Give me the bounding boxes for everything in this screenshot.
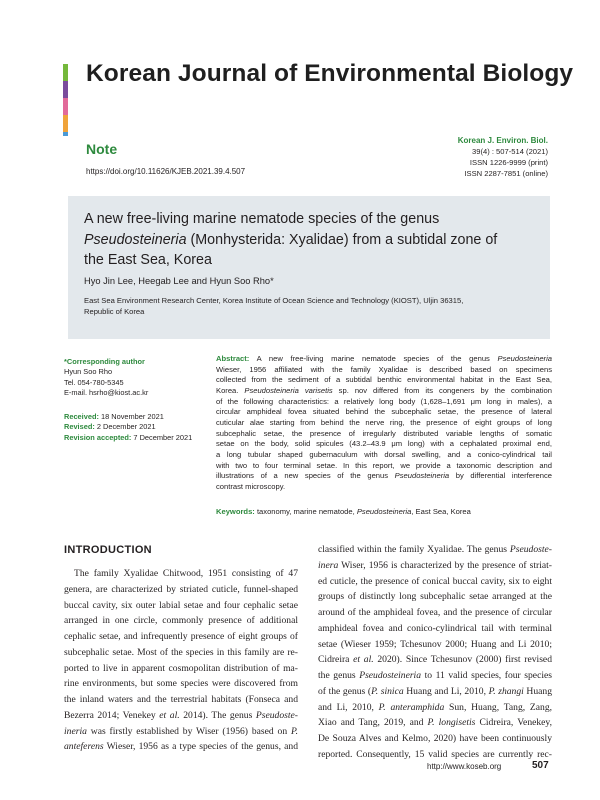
title-line-2 xyxy=(84,230,534,251)
body-text-line xyxy=(64,692,298,708)
keyword-segment: taxonomy, marine nematode, xyxy=(254,507,357,516)
journal-meta xyxy=(458,135,548,179)
body-segment: amphideal fovea and conico-cylindrical tail with terminal xyxy=(318,622,552,634)
abstract-line xyxy=(216,397,552,408)
revised-label: Revised: xyxy=(64,422,95,432)
body-text-line xyxy=(318,558,552,574)
accepted-date xyxy=(64,433,209,443)
body-segment: ed cuticle, the presence of conical buccal cavity, six to eight xyxy=(318,575,552,587)
abstract-body xyxy=(216,354,552,493)
abstract-line xyxy=(216,471,552,482)
abstract-line xyxy=(216,450,552,461)
body-text-line xyxy=(64,566,298,582)
affiliation xyxy=(84,295,524,317)
body-segment: cephalic setae, and infrequently presence of eight groups of xyxy=(64,631,298,642)
body-text-line xyxy=(64,661,298,677)
body-segment: Cidreira, Venekey, xyxy=(475,717,552,729)
body-text-line xyxy=(318,589,552,605)
body-segment: classified within the family Xyalidae. The genus xyxy=(318,544,510,555)
body-segment: of the genus ( xyxy=(318,685,372,697)
keyword-segment: Pseudosteineria xyxy=(356,507,412,516)
keywords-list xyxy=(255,507,471,516)
journal-abbreviation: Korean J. Environ. Biol. xyxy=(457,136,548,145)
body-text-line xyxy=(318,747,552,763)
section-heading-introduction: INTRODUCTION xyxy=(64,544,152,556)
title-line-2-rest: (Monhysterida: Xyalidae) from a subtidal zone of xyxy=(186,231,498,248)
body-segment: the inland waters and the terrestrial habitats (Fonseca and xyxy=(64,694,298,705)
body-segment: P. anteramphida xyxy=(378,701,445,713)
issn-print: ISSN 1226-9999 (print) xyxy=(469,158,548,167)
strip-purple xyxy=(63,81,68,98)
abstract-segment: illustrations of a new species of the genus xyxy=(216,471,395,481)
corresponding-author-tel: Tel. 054-780-5345 xyxy=(64,377,124,387)
revised-value: 2 December 2021 xyxy=(94,422,156,432)
title-genus: Pseudosteineria xyxy=(84,231,187,248)
title-line-3: the East Sea, Korea xyxy=(84,252,212,268)
body-text-line xyxy=(64,724,298,740)
abstract-segment: setae on the body, solid spicules (43.2–43.9 μm long) with a cephalated proximal end, xyxy=(216,439,552,449)
body-segment: 2014). The genus xyxy=(179,709,256,721)
body-segment: subcephalic setae. Most of the species in this family are re- xyxy=(64,646,298,658)
abstract-segment: collected from the sediment of a subtidal benthic environmental habitat in the East Sea, xyxy=(216,375,552,385)
abstract-segment: Wieser, 1956 affiliated with the family Xyalidae is described based on specimens xyxy=(216,364,552,374)
body-segment: around of the amphideal fovea, and the presence of circular xyxy=(318,607,552,618)
body-segment: 2020). Since Tchesunov (2000) first revised xyxy=(373,654,552,666)
abstract-segment: circular amphideal fovea situated behind the subcephalic setae, the presence of lateral xyxy=(216,407,552,417)
abstract-line xyxy=(216,386,552,397)
body-segment: Cidreira xyxy=(318,654,354,666)
correspondence-block xyxy=(64,357,209,399)
received-label: Received: xyxy=(64,412,99,421)
body-segment: et al. xyxy=(353,654,374,666)
body-segment: inera xyxy=(318,559,339,571)
abstract-segment: subcephalic setae, the presence of irregularly distributed variable lengths of somatic xyxy=(216,428,552,438)
abstract-segment: a long tubular shaped gubernaculum with dorsal swelling, and a conico-cylindrical tail xyxy=(216,449,552,459)
journal-title: Korean Journal of Environmental Biology xyxy=(86,60,574,87)
body-segment: P. zhangi xyxy=(488,685,524,697)
body-segment: Sun, Huang, Tang, Zang, xyxy=(444,701,553,713)
body-text-line xyxy=(64,582,298,598)
intro-column-left xyxy=(64,566,298,755)
abstract-segment: Korea. xyxy=(216,385,245,395)
body-segment: Pseudoste- xyxy=(255,709,298,721)
body-segment: arranged in one circle, commonly presence of additional xyxy=(64,615,298,627)
body-segment: Wieser, 1956 as a type species of the genus, and xyxy=(103,741,298,753)
body-text-line xyxy=(318,668,552,684)
keywords xyxy=(216,507,552,516)
body-segment: the genus xyxy=(318,670,360,681)
body-segment: Huang and Li, 2010, xyxy=(403,685,489,697)
abstract-segment: Pseudosteineria varisetis xyxy=(244,385,333,395)
body-segment: to 11 valid species, four species xyxy=(421,670,552,681)
abstract-segment: Pseudosteineria xyxy=(394,471,450,481)
doi-link[interactable]: https://doi.org/10.11626/KJEB.2021.39.4.507 xyxy=(86,167,246,176)
body-segment: Pseudoste- xyxy=(509,544,552,555)
revised-date xyxy=(64,422,209,432)
authors: Hyo Jin Lee, Heegab Lee and Hyun Soo Rho* xyxy=(84,276,274,286)
abstract-segment: contrast microscopy. xyxy=(216,481,286,491)
corresponding-author-heading: *Corresponding author xyxy=(64,357,145,366)
body-segment: Bezerra 2014; Venekey xyxy=(64,709,160,721)
received-date xyxy=(64,412,209,422)
strip-orange xyxy=(63,115,68,132)
abstract-line xyxy=(216,461,552,472)
abstract-line xyxy=(216,418,552,429)
body-segment: De Souza Alves and Kelmo, 2020) have been continuously xyxy=(318,733,552,744)
body-segment: P. sinica xyxy=(371,685,404,697)
abstract-segment: Pseudosteineria xyxy=(497,354,552,363)
body-segment: genera, are characterized by striated cuticle, funnel-shaped xyxy=(64,583,298,595)
article-title xyxy=(84,209,534,271)
body-segment: Wiser, 1956 is characterized by the presence of striat- xyxy=(338,559,552,571)
body-text-line xyxy=(318,574,552,590)
body-text-line xyxy=(318,621,552,637)
body-segment: setae (Wieser 1959; Tchesunov 2000; Huang and Li 2010; xyxy=(318,638,552,650)
abstract-segment: A new free-living marine nematode species of the genus xyxy=(249,354,498,363)
body-segment: groups of distinctly long subcephalic setae arranged at the xyxy=(318,591,552,603)
keyword-segment: , East Sea, Korea xyxy=(411,507,471,516)
body-text-line xyxy=(318,652,552,668)
body-segment: The family Xyalidae Chitwood, 1951 consisting of 47 xyxy=(74,568,298,579)
body-text-line xyxy=(64,629,298,645)
body-text-line xyxy=(318,731,552,747)
article-type: Note xyxy=(86,141,118,157)
body-segment: and Li, 2010, xyxy=(318,701,379,713)
body-text-line xyxy=(64,708,298,724)
body-segment: P. xyxy=(290,725,298,737)
body-text-line xyxy=(64,739,298,755)
body-text-line xyxy=(64,645,298,661)
body-text-line xyxy=(318,700,552,716)
footer-url[interactable]: http://www.koseb.org xyxy=(427,762,502,771)
abstract-line xyxy=(216,365,552,376)
abstract-line xyxy=(216,482,552,493)
received-value: 18 November 2021 xyxy=(98,412,164,421)
affiliation-line-1: East Sea Environment Research Center, Korea Institute of Ocean Science and Technology (KIOST), Uljin 36315, xyxy=(84,296,464,305)
accepted-label: Revision accepted: xyxy=(64,432,132,442)
body-text-line xyxy=(318,684,552,700)
body-text-line xyxy=(64,676,298,692)
body-text-line xyxy=(64,598,298,614)
body-segment: ported to live in apparent cosmopolitan distribution of ma- xyxy=(64,662,298,674)
abstract-line xyxy=(216,375,552,386)
issn-online: ISSN 2287-7851 (online) xyxy=(464,169,548,178)
abstract-line xyxy=(216,354,552,365)
keywords-label: Keywords: xyxy=(216,507,255,516)
corresponding-author-email[interactable]: E-mail. hsrho@kiost.ac.kr xyxy=(64,388,149,398)
body-segment: was firstly established by Wiser (1956) based on xyxy=(86,725,291,737)
body-segment: et al. xyxy=(159,709,180,721)
body-segment: P. longisetis xyxy=(427,717,476,729)
accepted-value: 7 December 2021 xyxy=(131,432,193,442)
abstract-segment: by differential interference xyxy=(449,471,552,481)
body-text-line xyxy=(318,605,552,621)
strip-pink xyxy=(63,98,68,115)
body-text-line xyxy=(64,613,298,629)
corresponding-author-name: Hyun Soo Rho xyxy=(64,367,113,377)
strip-blue xyxy=(63,132,68,136)
body-text-line xyxy=(318,637,552,653)
affiliation-line-2: Republic of Korea xyxy=(84,307,145,316)
strip-green xyxy=(63,64,68,81)
intro-column-right xyxy=(318,542,552,763)
abstract-line xyxy=(216,429,552,440)
abstract-label: Abstract: xyxy=(216,354,250,363)
body-segment: buccal cavity, six outer labial setae and four cephalic setae xyxy=(64,599,298,611)
body-segment: ineria xyxy=(64,725,87,737)
volume-pages: 39(4) : 507-514 (2021) xyxy=(472,147,548,156)
body-segment: rine environments, but some species were discovered from xyxy=(64,678,298,690)
abstract-segment: sp. nov differed from its congeners by the combination xyxy=(332,385,552,395)
abstract xyxy=(216,354,552,493)
body-text-line xyxy=(318,715,552,731)
abstract-segment: of the following characteristics: a relatively long body (1,628–1,691 μm long in males), a xyxy=(216,396,552,406)
abstract-segment: with two to four terminal setae. In this report, we provide a taxonomic description and xyxy=(216,460,552,470)
abstract-line xyxy=(216,439,552,450)
abstract-line xyxy=(216,407,552,418)
dates-block xyxy=(64,412,209,443)
body-segment: Xiao and Tang, 2019, and xyxy=(318,717,428,729)
body-segment: reported. Consequently, 15 valid species are currently rec- xyxy=(318,748,552,760)
body-segment: Huang xyxy=(523,685,552,697)
page-number: 507 xyxy=(532,760,549,771)
body-segment: anteferens xyxy=(64,741,104,753)
abstract-segment: cuticular alae starting from behind the nerve ring, the presence of eight groups of long xyxy=(216,417,552,427)
body-segment: Pseudosteineria xyxy=(359,670,422,681)
body-text-line xyxy=(318,542,552,558)
title-line-1: A new free-living marine nematode species of the genus xyxy=(84,211,440,227)
